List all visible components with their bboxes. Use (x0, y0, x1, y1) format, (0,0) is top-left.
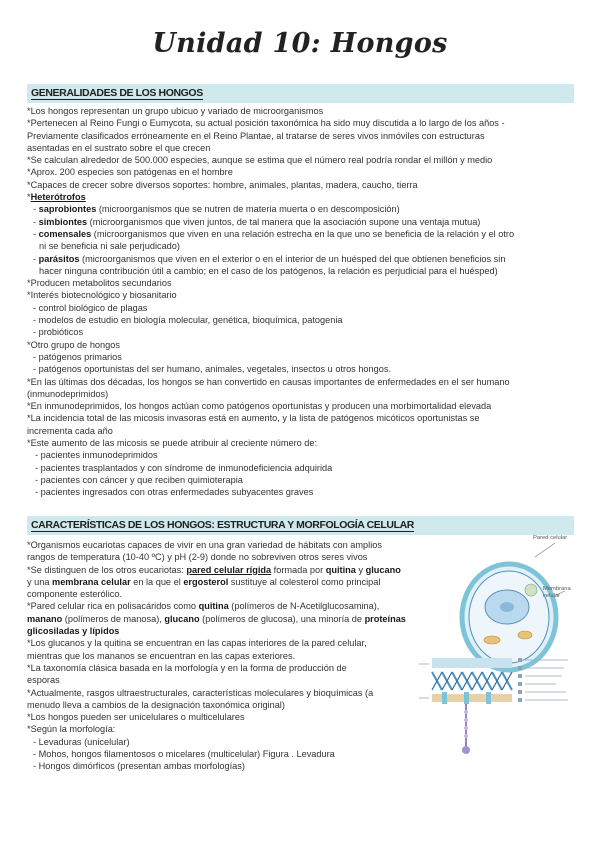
list-item-continued: ni se beneficia ni sale perjudicado) (39, 241, 180, 252)
text-line: glicosiladas y lípidos (27, 626, 120, 637)
section-body-caracteristicas (27, 539, 457, 773)
cell-wall-label: Pared celular (533, 535, 568, 541)
text-line: esporas (27, 675, 60, 686)
list-item: - patógenos primarios (33, 351, 122, 362)
section-heading-generalidades (27, 84, 574, 103)
text-line: *En inmunodeprimidos, los hongos actúan como patógenos oportunistas y producen una morbimortalidad elevada (27, 401, 492, 412)
list-item: - probióticos (33, 327, 84, 338)
list-item: - Levaduras (unicelular) (33, 736, 130, 747)
text-line: *La taxonomía clásica basada en la morfología y en la forma de producción de (27, 662, 347, 673)
nucleolus-shape (500, 602, 514, 612)
legend-bars (525, 660, 568, 700)
mannoprotein-layer (432, 658, 512, 668)
list-item: - simbiontes (microorganismos que viven juntos, de tal manera que la asociación supone una ventaja mutua) (33, 216, 481, 227)
text-line: asentadas en el sustrato sobre el que crecen (27, 142, 211, 153)
list-item-continued: hacer ninguna contribución útil a cambio; en el caso de los patógenos, la relación es perjudicial para el huésped) (39, 265, 498, 276)
section-heading-text: CARACTERÍSTICAS DE LOS HONGOS: ESTRUCTURA Y MORFOLOGÍA CELULAR (31, 519, 414, 531)
text-line: *Los hongos representan un grupo ubicuo y variado de microorganismos (27, 106, 324, 116)
list-item: - pacientes ingresados con otras enfermedades subyacentes graves (35, 487, 314, 498)
text-line: manano (polímeros de manosa), glucano (polímeros de glucosa), una minoría de proteínas (27, 613, 406, 624)
text-line: *Se distinguen de los otros eucariotas: pared celular rígida formada por quitina y glucano (27, 564, 401, 575)
cell-wall-structure-diagram (418, 650, 576, 765)
cell-membrane-label: Membrana celular (543, 586, 571, 599)
mitochondrion-shape (484, 636, 500, 644)
heterotrofos-label: Heterótrofos (30, 192, 86, 203)
text-line: componente esterólico. (27, 589, 122, 600)
text-line: (inmunodeprimidos) (27, 388, 109, 399)
list-item: - pacientes trasplantados y con síndrome de inmunodeficiencia adquirida (35, 462, 333, 473)
text-line: *Este aumento de las micosis se puede atribuir al creciente número de: (27, 438, 318, 449)
list-item: - pacientes con cáncer y que reciben quimioterapia (35, 474, 243, 485)
text-line: *Pared celular rica en polisacáridos como quitina (polímeros de N-Acetilglucosamina), (27, 601, 380, 612)
list-item: - patógenos oportunistas del ser humano, animales, vegetales, insectos u otros hongos. (33, 364, 392, 375)
mitochondrion-shape (518, 631, 532, 639)
list-item: - control biológico de plagas (33, 302, 148, 313)
protein-dot (462, 746, 470, 754)
text-line: menudo lleva a cambios de la designación taxonómica original) (27, 699, 285, 710)
text-line: *Los hongos pueden ser unicelulares o multicelulares (27, 712, 245, 723)
text-line: incrementa cada año (27, 425, 113, 436)
list-item: - pacientes inmunodeprimidos (35, 450, 158, 461)
list-item: - comensales (microorganismos que viven en una relación estrecha en la que uno se beneficia de la relación y el otro (33, 228, 515, 239)
list-item: - Hongos dimórficos (presentan ambas morfologías) (33, 761, 245, 772)
text-line: *La incidencia total de las micosis invasoras está en aumento, y la lista de patógenos micóticos oportunistas se (27, 413, 480, 424)
text-line: *Pertenecen al Reino Fungi o Eumycota, su actual posición taxonómica ha sido muy discutida a lo largo de los años - (27, 118, 505, 129)
wall-pointer-line (535, 543, 555, 557)
text-line: rangos de temperatura (10-40 ºC) y pH (2-9) donde no sobreviven otros seres vivos (27, 552, 368, 563)
text-line: *Se calculan alrededor de 500.000 especies, aunque se estima que el número real podría rondar el millón y medio (27, 155, 493, 166)
legend-swatches (518, 658, 522, 702)
text-line: *Actualmente, rasgos ultraestructurales, características moleculares y bioquímicas (a (27, 687, 374, 698)
section-heading-text: GENERALIDADES DE LOS HONGOS (31, 87, 203, 99)
text-line: *Capaces de crecer sobre diversos soportes: hombre, animales, plantas, madera, caucho, tierra (27, 179, 418, 190)
text-line: *Organismos eucariotas capaces de vivir en una gran variedad de hábitats con amplios (27, 540, 382, 550)
heterotrofos-line: *Heterótrofos (27, 192, 86, 203)
section-body-generalidades (27, 105, 576, 499)
section-heading-caracteristicas (27, 516, 574, 535)
text-line: *Interés biotecnológico y biosanitario (27, 290, 177, 301)
text-line: *En las últimas dos décadas, los hongos se han convertido en causas importantes de enfermedades en el ser humano (27, 376, 510, 387)
text-line: Previamente clasificados erróneamente en el Reino Plantae, al tratarse de seres vivos inmóviles con estructuras (27, 130, 485, 141)
list-item: - saprobiontes (microorganismos que se nutren de materia muerta o en descomposición) (33, 204, 400, 215)
list-item: - parásitos (microorganismos que viven en el exterior o en el interior de un huésped del que obtienen beneficios sin (33, 253, 506, 264)
text-line: *Aprox. 200 especies son patógenas en el hombre (27, 167, 233, 178)
text-line: *Según la morfología: (27, 724, 116, 735)
text-line: *Producen metabolitos secundarios (27, 278, 172, 289)
left-callout-bars (419, 664, 429, 698)
vacuole-shape (525, 584, 537, 596)
page-title: Unidad 10: Hongos (152, 28, 448, 59)
text-line: y una membrana celular en la que el ergosterol sustituye al colesterol como principal (27, 576, 381, 587)
list-item: - modelos de estudio en biología molecular, genética, bioquímica, patogenia (33, 315, 343, 326)
list-item: - Mohos, hongos filamentosos o micelares (multicelular) Figura . Levadura (33, 749, 335, 760)
text-line: *Los glucanos y la quitina se encuentran en las capas interiores de la pared celular, (27, 638, 367, 649)
text-line: *Otro grupo de hongos (27, 339, 120, 350)
text-line: mientras que los mananos se encuentran en las capas exteriores. (27, 650, 296, 661)
